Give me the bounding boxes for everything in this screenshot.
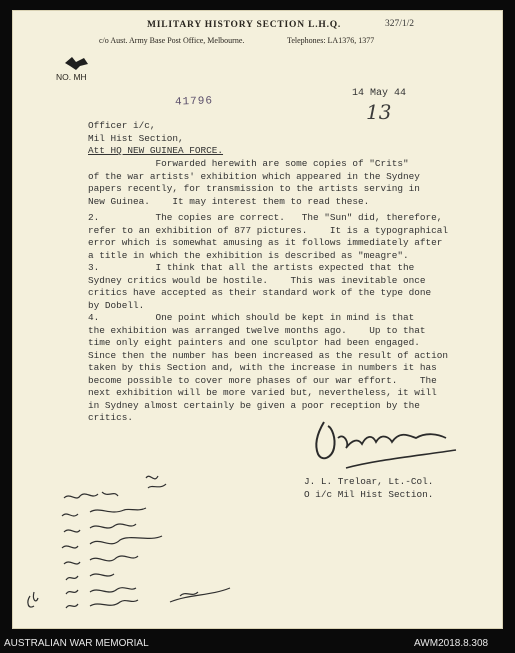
paragraph-4: 4. One point which should be kept in mind is that the exhibition was arranged twelve months ago. Up to that time only eight painters and one sculptor had been engaged. Since then the number has been increased as the result of action taken by this Section and, with the increase in numbers it has become possible to cover more phases of our war effort. The next exhibition will be more varied but, nevertheless, it will in Sydney almost certainly be given a poor reception by the critics. [88, 312, 449, 423]
letterhead-telephones: Telephones: LA1376, 1377 [287, 36, 375, 45]
handwritten-number: 13 [366, 100, 392, 124]
handwritten-circulation-notes [20, 470, 260, 620]
file-number-label: NO. MH [56, 72, 87, 82]
registry-stamp-number: 41796 [174, 95, 214, 109]
ink-blot-mark [62, 54, 92, 72]
footer-institution: AUSTRALIAN WAR MEMORIAL [4, 638, 149, 649]
recipient-block [88, 120, 223, 158]
recipient-line-2: Mil Hist Section, [88, 132, 184, 144]
letterhead-title: MILITARY HISTORY SECTION L.H.Q. [147, 20, 342, 30]
signatory-title: O i/c Mil Hist Section. [304, 488, 434, 500]
file-reference: 327/1/2 [385, 19, 415, 29]
footer-accession-number: AWM2018.8.308 [414, 638, 489, 649]
paragraph-2: 2. The copies are correct. The "Sun" did, therefore, refer to an exhibition of 877 pictures. It is a typographical error which is somewhat amusing as it follows immediately after a title in which the exhibition is described as "meagre". [88, 212, 449, 261]
letter-date: 14 May 44 [352, 88, 407, 99]
signatory-block [304, 476, 433, 501]
signatory-name: J. L. Treloar, Lt.-Col. [304, 476, 434, 487]
letterhead-address: c/o Aust. Army Base Post Office, Melbourne. [99, 36, 245, 45]
recipient-line-3: Att HQ NEW GUINEA FORCE. [88, 145, 224, 156]
paragraph-3: 3. I think that all the artists expected that the Sydney critics would be hostile. This was inevitable once critics have accepted as their standard work of the type done by Dobell. [88, 262, 432, 311]
handwritten-signature [306, 408, 476, 472]
paragraph-1: Forwarded herewith are some copies of "Crits" of the war artists' exhibition which appeared in the Sydney papers recently, for transmission to the artists serving in New Guinea. It may interest them to read these. [88, 158, 420, 207]
recipient-line-1: Officer i/c, [88, 120, 156, 131]
